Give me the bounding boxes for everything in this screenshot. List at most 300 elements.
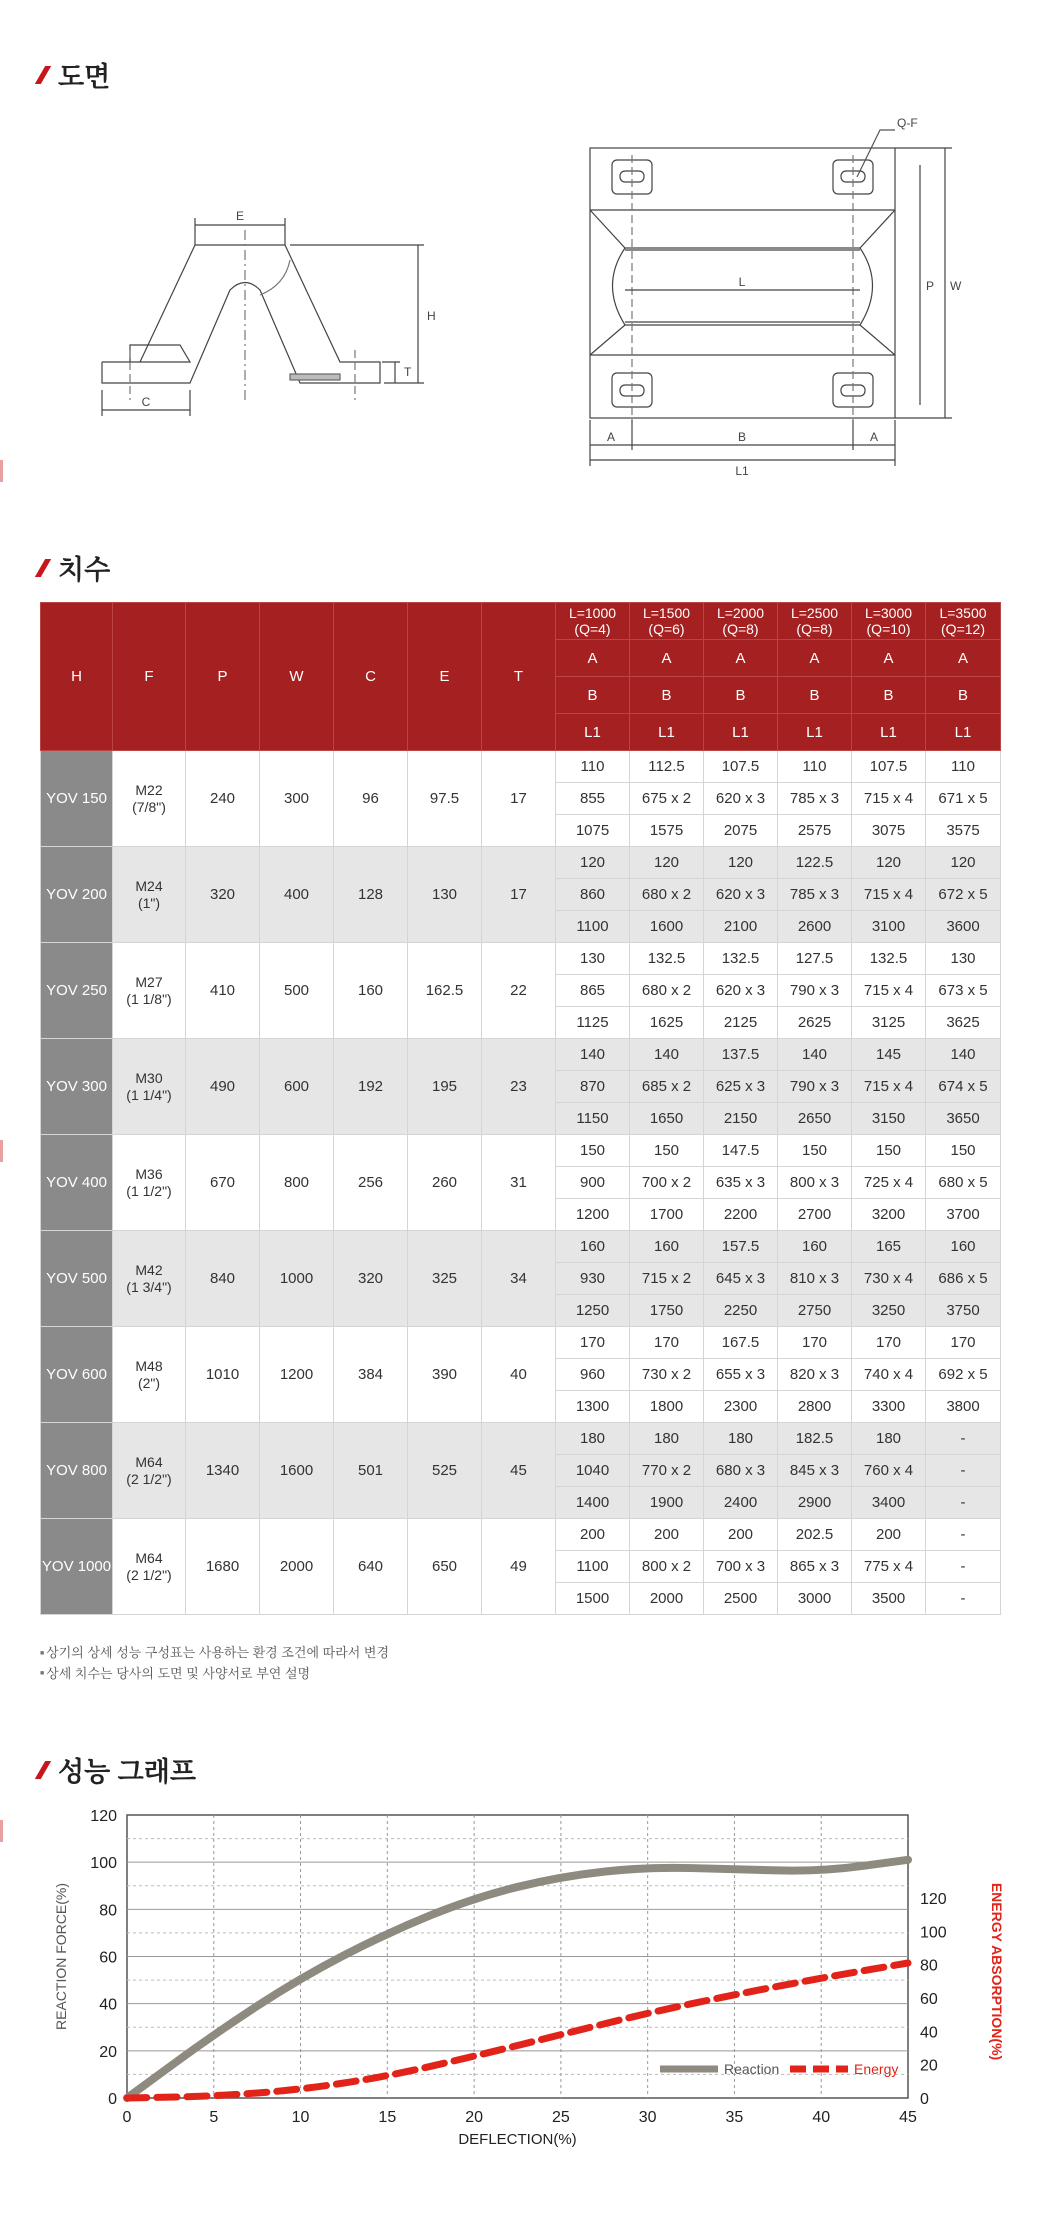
- cell-p: 320: [186, 847, 260, 943]
- cell-t: 23: [482, 1039, 556, 1135]
- y2-tick-label: 120: [920, 1891, 947, 1908]
- slash-icon: [35, 66, 51, 84]
- section-title-text: 성능 그래프: [58, 1750, 196, 1789]
- section-title-text: 치수: [58, 548, 110, 587]
- cell-model: YOV 150: [41, 751, 113, 847]
- x-tick-label: 45: [899, 2109, 917, 2126]
- cell-c: 192: [334, 1039, 408, 1135]
- cell-l1: 3700: [926, 1199, 1001, 1231]
- cell-a: 150: [556, 1135, 630, 1167]
- cell-l1: 3625: [926, 1007, 1001, 1039]
- y-tick-label: 0: [108, 2091, 117, 2108]
- cell-f-bolt: M64: [113, 1550, 185, 1567]
- cell-e: 195: [408, 1039, 482, 1135]
- cell-b: 1100: [556, 1551, 630, 1583]
- cell-a: 137.5: [704, 1039, 778, 1071]
- cell-b: 672 x 5: [926, 879, 1001, 911]
- cell-b: 800 x 3: [778, 1167, 852, 1199]
- cell-b: 870: [556, 1071, 630, 1103]
- cell-b: 725 x 4: [852, 1167, 926, 1199]
- cell-b: 790 x 3: [778, 1071, 852, 1103]
- header-sub-cell: L1: [704, 714, 778, 751]
- cell-b: 865: [556, 975, 630, 1007]
- header-length-line1: L=1000: [556, 605, 629, 621]
- cell-model: YOV 400: [41, 1135, 113, 1231]
- cell-b: 700 x 3: [704, 1551, 778, 1583]
- cell-l1: 2600: [778, 911, 852, 943]
- cell-b: 900: [556, 1167, 630, 1199]
- cell-f-bolt: M24: [113, 878, 185, 895]
- table-row: [41, 1135, 1001, 1167]
- header-sub-cell: B: [630, 677, 704, 714]
- cell-l1: 3125: [852, 1007, 926, 1039]
- edge-marker: [0, 1140, 3, 1162]
- section-title-dimensions: [40, 548, 110, 587]
- cell-a: 110: [556, 751, 630, 783]
- header-length-line1: L=2000: [704, 605, 777, 621]
- cell-f-bolt: M22: [113, 782, 185, 799]
- cell-l1: 1900: [630, 1487, 704, 1519]
- technical-drawing: [0, 100, 1053, 500]
- header-sub-cell: A: [704, 640, 778, 677]
- cell-b: 790 x 3: [778, 975, 852, 1007]
- y-tick-label: 20: [99, 2044, 117, 2061]
- cell-l1: 3250: [852, 1295, 926, 1327]
- cell-b: 855: [556, 783, 630, 815]
- cell-model: YOV 200: [41, 847, 113, 943]
- section-title-text: 도면: [58, 55, 110, 94]
- cell-a: 130: [926, 943, 1001, 975]
- cell-e: 97.5: [408, 751, 482, 847]
- cell-e: 325: [408, 1231, 482, 1327]
- header-sub-cell: L1: [852, 714, 926, 751]
- cell-b: 635 x 3: [704, 1167, 778, 1199]
- cell-l1: 2400: [704, 1487, 778, 1519]
- header-sub-cell: L1: [556, 714, 630, 751]
- cell-p: 1680: [186, 1519, 260, 1615]
- y2-axis-label: ENERGY ABSORPTION(%): [989, 1883, 1005, 2060]
- note-item: ■ 상세 치수는 당사의 도면 및 사양서로 부연 설명: [40, 1664, 389, 1685]
- cell-f-bolt: M64: [113, 1454, 185, 1471]
- header-sub-cell: B: [556, 677, 630, 714]
- dim-label-b: B: [738, 430, 746, 444]
- header-length-cell: [926, 603, 1001, 640]
- cell-f-inch: (1 1/4"): [113, 1087, 185, 1104]
- cell-l1: 2200: [704, 1199, 778, 1231]
- y-tick-label: 100: [90, 1855, 117, 1872]
- cell-l1: 2075: [704, 815, 778, 847]
- cell-w: 300: [260, 751, 334, 847]
- section-title-drawing: [40, 55, 110, 94]
- cell-a: 182.5: [778, 1423, 852, 1455]
- cell-b: 785 x 3: [778, 879, 852, 911]
- x-tick-label: 30: [639, 2109, 657, 2126]
- cell-l1: 1600: [630, 911, 704, 943]
- header-length-cell: [778, 603, 852, 640]
- cell-a: 132.5: [852, 943, 926, 975]
- x-tick-label: 20: [465, 2109, 483, 2126]
- cell-b: 620 x 3: [704, 783, 778, 815]
- cell-b: 960: [556, 1359, 630, 1391]
- table-row: [41, 1039, 1001, 1071]
- cell-l1: 1700: [630, 1199, 704, 1231]
- y-tick-label: 80: [99, 1902, 117, 1919]
- header-length-line2: (Q=10): [852, 621, 925, 637]
- cell-f: [113, 1327, 186, 1423]
- header-cell: H: [41, 603, 113, 751]
- cell-l1: 2800: [778, 1391, 852, 1423]
- cell-b: 740 x 4: [852, 1359, 926, 1391]
- cell-l1: 1625: [630, 1007, 704, 1039]
- cell-b: 620 x 3: [704, 975, 778, 1007]
- table-row: [41, 847, 1001, 879]
- cell-l1: 1500: [556, 1583, 630, 1615]
- cell-a: 157.5: [704, 1231, 778, 1263]
- cell-a: 160: [778, 1231, 852, 1263]
- cell-e: 130: [408, 847, 482, 943]
- cell-e: 260: [408, 1135, 482, 1231]
- cell-f: [113, 751, 186, 847]
- cell-l1: 2250: [704, 1295, 778, 1327]
- cell-c: 501: [334, 1423, 408, 1519]
- cell-b: 685 x 2: [630, 1071, 704, 1103]
- side-profile: [102, 218, 424, 416]
- cell-l1: 2100: [704, 911, 778, 943]
- cell-a: 120: [852, 847, 926, 879]
- top-view: [590, 130, 952, 466]
- header-length-cell: [630, 603, 704, 640]
- cell-b: 865 x 3: [778, 1551, 852, 1583]
- header-sub-cell: B: [778, 677, 852, 714]
- cell-w: 1600: [260, 1423, 334, 1519]
- cell-p: 670: [186, 1135, 260, 1231]
- cell-l1: 1200: [556, 1199, 630, 1231]
- cell-b: 671 x 5: [926, 783, 1001, 815]
- cell-a: 200: [630, 1519, 704, 1551]
- cell-b: 715 x 4: [852, 879, 926, 911]
- cell-f-inch: (7/8"): [113, 799, 185, 816]
- x-tick-label: 10: [292, 2109, 310, 2126]
- cell-f-inch: (1"): [113, 895, 185, 912]
- x-tick-label: 0: [123, 2109, 132, 2126]
- cell-a: 160: [556, 1231, 630, 1263]
- cell-b: 700 x 2: [630, 1167, 704, 1199]
- cell-f-bolt: M36: [113, 1166, 185, 1183]
- cell-l1: 1250: [556, 1295, 630, 1327]
- dim-label-l1: L1: [735, 464, 749, 478]
- cell-w: 2000: [260, 1519, 334, 1615]
- cell-b: 680 x 3: [704, 1455, 778, 1487]
- cell-l1: 1575: [630, 815, 704, 847]
- cell-t: 17: [482, 847, 556, 943]
- cell-c: 128: [334, 847, 408, 943]
- y-axis-label: REACTION FORCE(%): [53, 1883, 69, 2030]
- cell-p: 840: [186, 1231, 260, 1327]
- cell-b: 655 x 3: [704, 1359, 778, 1391]
- cell-b: 686 x 5: [926, 1263, 1001, 1295]
- cell-b: 715 x 4: [852, 1071, 926, 1103]
- cell-a: 150: [778, 1135, 852, 1167]
- cell-b: 620 x 3: [704, 879, 778, 911]
- cell-b: 674 x 5: [926, 1071, 1001, 1103]
- cell-b: 800 x 2: [630, 1551, 704, 1583]
- cell-b: -: [926, 1551, 1001, 1583]
- note-item: ■ 상기의 상세 성능 구성표는 사용하는 환경 조건에 따라서 변경: [40, 1643, 389, 1664]
- cell-l1: -: [926, 1487, 1001, 1519]
- cell-f-inch: (2"): [113, 1375, 185, 1392]
- cell-model: YOV 600: [41, 1327, 113, 1423]
- table-row: [41, 1231, 1001, 1263]
- cell-a: 140: [778, 1039, 852, 1071]
- dim-label-t: T: [404, 365, 412, 379]
- cell-a: 200: [704, 1519, 778, 1551]
- header-length-cell: [704, 603, 778, 640]
- cell-c: 160: [334, 943, 408, 1039]
- cell-a: 132.5: [704, 943, 778, 975]
- cell-f: [113, 1231, 186, 1327]
- header-sub-cell: A: [630, 640, 704, 677]
- y2-tick-label: 0: [920, 2091, 929, 2108]
- cell-l1: 2700: [778, 1199, 852, 1231]
- cell-t: 40: [482, 1327, 556, 1423]
- cell-b: 820 x 3: [778, 1359, 852, 1391]
- cell-l1: 1400: [556, 1487, 630, 1519]
- cell-f-bolt: M30: [113, 1070, 185, 1087]
- cell-l1: 3500: [852, 1583, 926, 1615]
- cell-c: 256: [334, 1135, 408, 1231]
- cell-a: 170: [778, 1327, 852, 1359]
- cell-w: 1200: [260, 1327, 334, 1423]
- cell-e: 650: [408, 1519, 482, 1615]
- cell-l1: 2300: [704, 1391, 778, 1423]
- cell-b: 645 x 3: [704, 1263, 778, 1295]
- cell-a: 200: [852, 1519, 926, 1551]
- cell-b: 680 x 2: [630, 879, 704, 911]
- cell-a: 150: [926, 1135, 1001, 1167]
- cell-a: 165: [852, 1231, 926, 1263]
- cell-f-inch: (1 1/2"): [113, 1183, 185, 1200]
- cell-l1: 1300: [556, 1391, 630, 1423]
- cell-l1: 3300: [852, 1391, 926, 1423]
- table-body: [41, 751, 1001, 1615]
- cell-a: 122.5: [778, 847, 852, 879]
- cell-l1: -: [926, 1583, 1001, 1615]
- cell-b: 625 x 3: [704, 1071, 778, 1103]
- cell-b: 692 x 5: [926, 1359, 1001, 1391]
- cell-a: 112.5: [630, 751, 704, 783]
- cell-a: 200: [556, 1519, 630, 1551]
- cell-a: 170: [630, 1327, 704, 1359]
- dimension-table: [40, 602, 1001, 1615]
- legend-label-reaction: Reaction: [724, 2061, 779, 2077]
- cell-l1: 2000: [630, 1583, 704, 1615]
- cell-c: 640: [334, 1519, 408, 1615]
- cell-p: 410: [186, 943, 260, 1039]
- legend-label-energy: Energy: [854, 2061, 898, 2077]
- cell-c: 96: [334, 751, 408, 847]
- header-length-line2: (Q=6): [630, 621, 703, 637]
- cell-t: 22: [482, 943, 556, 1039]
- cell-f: [113, 1423, 186, 1519]
- header-length-cell: [852, 603, 926, 640]
- y2-tick-label: 100: [920, 1924, 947, 1941]
- y-tick-label: 120: [90, 1808, 117, 1825]
- header-sub-cell: L1: [926, 714, 1001, 751]
- cell-l1: 3750: [926, 1295, 1001, 1327]
- cell-a: 160: [926, 1231, 1001, 1263]
- cell-t: 17: [482, 751, 556, 847]
- cell-l1: 3400: [852, 1487, 926, 1519]
- cell-a: 110: [926, 751, 1001, 783]
- cell-a: 140: [556, 1039, 630, 1071]
- cell-a: 120: [926, 847, 1001, 879]
- cell-b: 930: [556, 1263, 630, 1295]
- cell-f: [113, 1519, 186, 1615]
- cell-b: 810 x 3: [778, 1263, 852, 1295]
- cell-b: 730 x 4: [852, 1263, 926, 1295]
- cell-c: 320: [334, 1231, 408, 1327]
- y-tick-label: 60: [99, 1950, 117, 1967]
- cell-b: 715 x 4: [852, 783, 926, 815]
- header-length-line2: (Q=8): [704, 621, 777, 637]
- cell-l1: 2625: [778, 1007, 852, 1039]
- cell-model: YOV 1000: [41, 1519, 113, 1615]
- header-sub-cell: A: [852, 640, 926, 677]
- cell-l1: 3100: [852, 911, 926, 943]
- header-length-line1: L=3500: [926, 605, 1000, 621]
- cell-l1: 2650: [778, 1103, 852, 1135]
- cell-l1: 1800: [630, 1391, 704, 1423]
- dim-label-h: H: [427, 309, 436, 323]
- cell-b: -: [926, 1455, 1001, 1487]
- cell-f-bolt: M42: [113, 1262, 185, 1279]
- cell-l1: 3075: [852, 815, 926, 847]
- cell-l1: 3000: [778, 1583, 852, 1615]
- performance-chart: [0, 1800, 1053, 2220]
- header-length-cell: [556, 603, 630, 640]
- cell-t: 45: [482, 1423, 556, 1519]
- header-sub-cell: B: [704, 677, 778, 714]
- cell-t: 31: [482, 1135, 556, 1231]
- cell-f-bolt: M48: [113, 1358, 185, 1375]
- cell-w: 500: [260, 943, 334, 1039]
- cell-p: 1010: [186, 1327, 260, 1423]
- y-tick-label: 40: [99, 1997, 117, 2014]
- cell-a: 110: [778, 751, 852, 783]
- cell-b: 675 x 2: [630, 783, 704, 815]
- chart-grid: [127, 1815, 908, 2098]
- section-title-graph: [40, 1750, 196, 1789]
- cell-l1: 1125: [556, 1007, 630, 1039]
- header-sub-cell: L1: [630, 714, 704, 751]
- cell-w: 400: [260, 847, 334, 943]
- cell-a: 132.5: [630, 943, 704, 975]
- cell-l1: 2150: [704, 1103, 778, 1135]
- cell-p: 490: [186, 1039, 260, 1135]
- cell-model: YOV 300: [41, 1039, 113, 1135]
- slash-icon: [35, 1761, 51, 1779]
- cell-l1: 3150: [852, 1103, 926, 1135]
- cell-l1: 3575: [926, 815, 1001, 847]
- cell-b: 680 x 5: [926, 1167, 1001, 1199]
- cell-a: 180: [852, 1423, 926, 1455]
- cell-e: 525: [408, 1423, 482, 1519]
- cell-a: 167.5: [704, 1327, 778, 1359]
- cell-model: YOV 800: [41, 1423, 113, 1519]
- cell-l1: 3800: [926, 1391, 1001, 1423]
- cell-l1: 1650: [630, 1103, 704, 1135]
- cell-b: 730 x 2: [630, 1359, 704, 1391]
- cell-b: 1040: [556, 1455, 630, 1487]
- cell-p: 240: [186, 751, 260, 847]
- cell-f: [113, 1039, 186, 1135]
- dim-label-qf: Q-F: [897, 116, 918, 130]
- header-sub-cell: B: [926, 677, 1001, 714]
- dim-label-e: E: [236, 209, 244, 223]
- cell-a: 120: [704, 847, 778, 879]
- cell-a: -: [926, 1423, 1001, 1455]
- cell-l1: 3600: [926, 911, 1001, 943]
- header-cell: P: [186, 603, 260, 751]
- cell-a: 180: [556, 1423, 630, 1455]
- cell-model: YOV 500: [41, 1231, 113, 1327]
- x-tick-label: 40: [812, 2109, 830, 2126]
- cell-l1: 1750: [630, 1295, 704, 1327]
- cell-a: 140: [630, 1039, 704, 1071]
- cell-t: 49: [482, 1519, 556, 1615]
- slash-icon: [35, 559, 51, 577]
- header-length-line2: (Q=12): [926, 621, 1000, 637]
- header-cell: C: [334, 603, 408, 751]
- cell-w: 600: [260, 1039, 334, 1135]
- cell-model: YOV 250: [41, 943, 113, 1039]
- cell-a: 140: [926, 1039, 1001, 1071]
- table-row: [41, 943, 1001, 975]
- cell-l1: 1150: [556, 1103, 630, 1135]
- cell-a: 150: [630, 1135, 704, 1167]
- cell-b: 860: [556, 879, 630, 911]
- cell-b: 715 x 4: [852, 975, 926, 1007]
- header-sub-cell: A: [926, 640, 1001, 677]
- cell-l1: 2125: [704, 1007, 778, 1039]
- header-length-line2: (Q=4): [556, 621, 629, 637]
- x-tick-label: 35: [726, 2109, 744, 2126]
- cell-w: 1000: [260, 1231, 334, 1327]
- table-row: [41, 751, 1001, 783]
- table-row: [41, 1327, 1001, 1359]
- header-cell: E: [408, 603, 482, 751]
- dim-label-a-right: A: [870, 430, 878, 444]
- header-length-line2: (Q=8): [778, 621, 851, 637]
- cell-a: 107.5: [852, 751, 926, 783]
- cell-l1: 3650: [926, 1103, 1001, 1135]
- cell-b: 673 x 5: [926, 975, 1001, 1007]
- cell-l1: 2900: [778, 1487, 852, 1519]
- cell-a: 107.5: [704, 751, 778, 783]
- cell-a: 150: [852, 1135, 926, 1167]
- cell-a: 170: [926, 1327, 1001, 1359]
- dim-label-a-left: A: [607, 430, 615, 444]
- cell-f-inch: (1 3/4"): [113, 1279, 185, 1296]
- cell-l1: 2500: [704, 1583, 778, 1615]
- dim-label-w: W: [950, 279, 962, 293]
- cell-w: 800: [260, 1135, 334, 1231]
- cell-f-bolt: M27: [113, 974, 185, 991]
- cell-a: 202.5: [778, 1519, 852, 1551]
- cell-a: 120: [556, 847, 630, 879]
- dim-label-c: C: [142, 395, 151, 409]
- cell-a: 145: [852, 1039, 926, 1071]
